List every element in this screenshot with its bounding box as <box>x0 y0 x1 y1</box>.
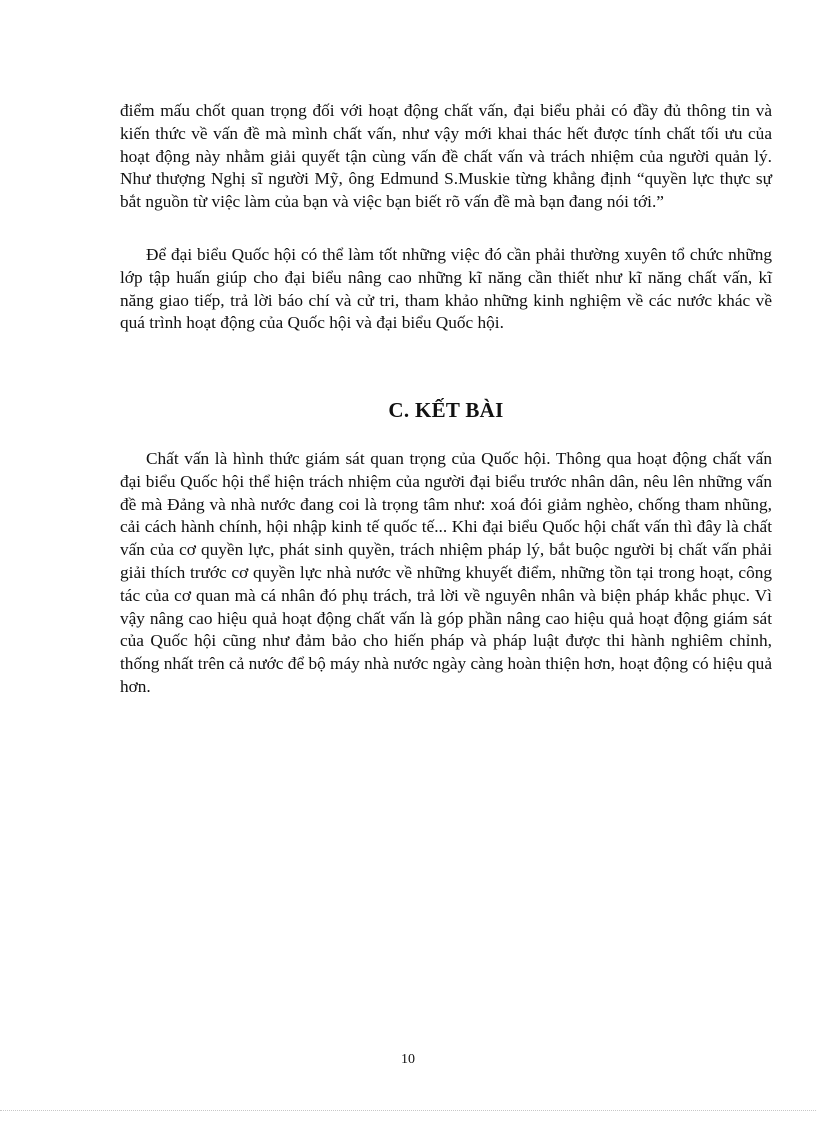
paragraph-training: Để đại biểu Quốc hội có thể làm tốt những việc đó cần phải thường xuyên tổ chức những lớp tập huấn giúp cho đại biểu nâng cao những kĩ năng cần thiết như kĩ năng chất vấn, kĩ năng giao tiếp, trả lời báo chí và cử tri, tham khảo những kinh nghiệm về các nước khác về quá trình hoạt động của Quốc hội và đại biểu Quốc hội. <box>120 245 772 333</box>
page-bottom-divider <box>0 1110 816 1111</box>
page-number: 10 <box>401 1052 415 1067</box>
section-heading: C. KẾT BÀI <box>388 398 504 422</box>
paragraph-continuation: điểm mấu chốt quan trọng đối với hoạt động chất vấn, đại biểu phải có đầy đủ thông tin và kiến thức về vấn đề mà mình chất vấn, như vậy mới khai thác hết được tính chất tối ưu của hoạt động này nhằm giải quyết tận cùng vấn đề chất vấn và trách nhiệm của người quản lý. Như thượng Nghị sĩ người Mỹ, ông Edmund S.Muskie từng khẳng định “quyền lực thực sự bắt nguồn từ việc làm của bạn và việc bạn biết rõ vấn đề mà bạn đang nói tới.” <box>120 101 772 212</box>
conclusion-paragraph: Chất vấn là hình thức giám sát quan trọng của Quốc hội. Thông qua hoạt động chất vấn đại biểu Quốc hội thể hiện trách nhiệm của người đại biểu trước nhân dân, nêu lên những vấn đề mà Đảng và nhà nước đang coi là trọng tâm như: xoá đói giảm nghèo, chống tham nhũng, cải cách hành chính, hội nhập kinh tế quốc tế... Khi đại biểu Quốc hội chất vấn thì đây là chất vấn của cơ quyền lực, phát sinh quyền, trách nhiệm pháp lý, bắt buộc người bị chất vấn phải giải thích trước cơ quyền lực nhà nước về những khuyết điểm, những tồn tại trong hoạt, công tác của cơ quan mà cá nhân đó phụ trách, trả lời về nguyên nhân và biện pháp khắc phục. Vì vậy nâng cao hiệu quả hoạt động chất vấn là góp phần nâng cao hiệu quả hoạt động giám sát của Quốc hội cũng như đảm bảo cho hiến pháp và pháp luật được thi hành nghiêm chỉnh, thống nhất trên cả nước để bộ máy nhà nước ngày càng hoàn thiện hơn, hoạt động có hiệu quả hơn. <box>120 449 772 696</box>
